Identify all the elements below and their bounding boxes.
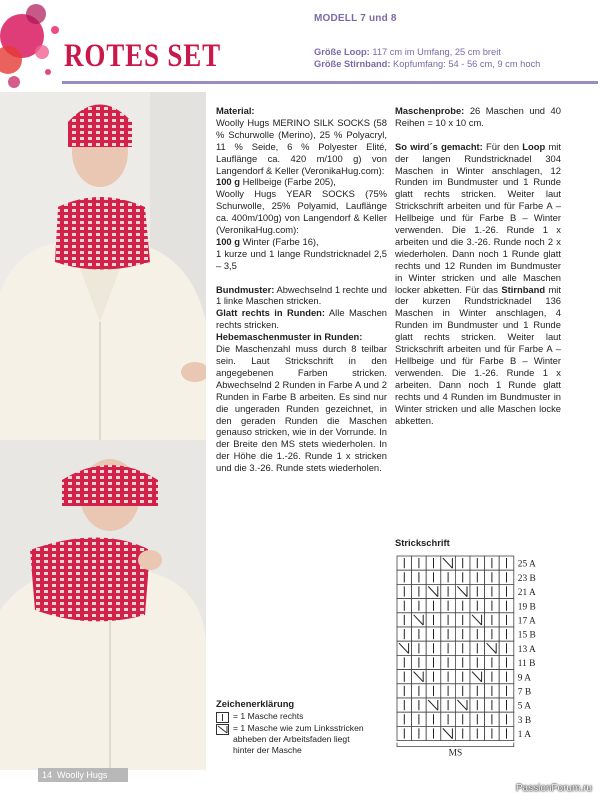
chart-cell-knit: [441, 627, 456, 641]
chart-cell-knit: [426, 570, 441, 584]
glatt-paragraph: [216, 307, 387, 331]
yarn-2-color: Winter (Farbe 16),: [239, 235, 319, 247]
chart-cell-knit: [485, 599, 500, 613]
chart-row-label: 11 B: [517, 659, 536, 670]
chart-cell-knit: [441, 613, 456, 627]
chart-cell-knit: [485, 655, 500, 669]
instructions-text-c: mit der kurzen Rundstricknadel 136 Maschen in Winter anschlagen, 4 Runden im Bundmuster und 1 Runde glatt rechts stricken. Weiter laut Strickschrift arbeiten und für Farbe A – Hellbeige und für Farbe B – Winter verwenden. Die 1.-26. Runde 1 x arbeiten. Dann noch 1 Runde glatt rechts und 4 Runden im Bundmuster in Winter stricken und alle Maschen locke abketten.: [395, 283, 561, 426]
chart-cell-slip: [441, 556, 456, 570]
chart-cell-knit: [412, 599, 427, 613]
chart-cell-knit: [412, 698, 427, 712]
chart-cell-knit: [499, 712, 514, 726]
knitting-chart: [395, 550, 555, 758]
chart-cell-knit: [499, 670, 514, 684]
chart-cell-knit: [485, 712, 500, 726]
bundmuster-label: Bundmuster:: [216, 283, 275, 295]
material-heading: Material:: [216, 105, 255, 116]
chart-cell-knit: [397, 655, 412, 669]
model-number: MODELL 7 und 8: [314, 13, 397, 24]
chart-cell-knit: [397, 613, 412, 627]
chart-cell-knit: [485, 726, 500, 740]
chart-cell-knit: [426, 613, 441, 627]
chart-cell-knit: [397, 584, 412, 598]
chart-cell-knit: [455, 613, 470, 627]
chart-cell-knit: [499, 599, 514, 613]
chart-cell-knit: [397, 698, 412, 712]
page-title: ROTES SET: [64, 38, 222, 74]
chart-cell-knit: [455, 655, 470, 669]
chart-cell-knit: [499, 570, 514, 584]
chart-title: Strickschrift: [395, 537, 450, 548]
chart-cell-knit: [485, 570, 500, 584]
chart-row-label: 15 B: [517, 630, 536, 641]
loop-word: Loop: [522, 140, 546, 152]
chart-cell-knit: [455, 712, 470, 726]
footer-brand: Woolly Hugs: [57, 770, 108, 780]
chart-cell-slip: [455, 698, 470, 712]
chart-cell-slip: [455, 584, 470, 598]
chart-cell-knit: [412, 712, 427, 726]
chart-cell-knit: [470, 684, 485, 698]
chart-cell-knit: [470, 599, 485, 613]
chart-cell-knit: [499, 584, 514, 598]
page-header: [0, 0, 600, 92]
chart-cell-knit: [485, 613, 500, 627]
hebemaschen-label: Hebemaschenmuster in Runden:: [216, 331, 363, 343]
knit-stitch-icon: [216, 712, 229, 723]
chart-cell-knit: [441, 684, 456, 698]
chart-cell-knit: [485, 698, 500, 712]
chart-cell-knit: [397, 599, 412, 613]
yarn-2-amount: 100 g: [216, 235, 240, 247]
gauge-label: Maschenprobe:: [395, 105, 465, 116]
chart-cell-knit: [426, 556, 441, 570]
chart-cell-knit: [426, 670, 441, 684]
chart-row-label: 3 B: [517, 715, 532, 726]
chart-cell-knit: [499, 556, 514, 570]
chart-cell-knit: [441, 698, 456, 712]
chart-row-label: 25 A: [517, 559, 536, 570]
chart-cell-knit: [470, 655, 485, 669]
chart-cell-slip: [397, 641, 412, 655]
chart-row-label: 13 A: [517, 644, 536, 655]
size-info: [314, 47, 540, 70]
text-column-left: [216, 105, 387, 474]
chart-cell-slip: [441, 726, 456, 740]
legend: [216, 698, 365, 756]
chart-cell-slip: [412, 613, 427, 627]
chart-cell-knit: [426, 599, 441, 613]
chart-cell-knit: [455, 570, 470, 584]
instructions-text-b: mit der langen Rundstricknadel 304 Maschen in Winter anschlagen, 12 Runden im Bundmuster und 1 Runde glatt rechts stricken. Weiter laut Strickschrift arbeiten und für Farbe A – Hellbeige und für Farbe B – Winter verwenden. Die 1.-26. Runde 1 x arbeiten und die 3.-26. Runde noch 2 x wiederholen. Dann noch 1 Runde glatt rechts und 12 Runden im Bundmuster in Winter stricken und alle Maschen locker abketten. Für das: [395, 140, 561, 295]
chart-cell-knit: [426, 712, 441, 726]
chart-cell-knit: [470, 627, 485, 641]
chart-cell-knit: [499, 698, 514, 712]
text-column-right: [395, 105, 561, 426]
chart-cell-knit: [412, 684, 427, 698]
chart-cell-knit: [470, 570, 485, 584]
chart-row-label: 23 B: [517, 573, 536, 584]
band-size-label: Größe Stirnband:: [314, 58, 391, 69]
legend-slip-text: = 1 Masche wie zum Linksstricken abheben der Arbeitsfaden liegt hinter der Masche: [233, 723, 364, 755]
chart-cell-knit: [412, 641, 427, 655]
yarn-1-description: Woolly Hugs MERINO SILK SOCKS (58 % Schurwolle (Merino), 25 % Polyacryl, 11 % Seide, 6 % Polyester Elité, Lauflänge ca. 420 m/100 g) von Langendorf & Keller (VeronikaHug.com):: [216, 116, 387, 176]
chart-cell-knit: [397, 684, 412, 698]
chart-cell-knit: [455, 641, 470, 655]
chart-cell-knit: [441, 584, 456, 598]
chart-row-label: 9 A: [517, 673, 532, 684]
chart-cell-knit: [499, 684, 514, 698]
chart-cell-knit: [426, 641, 441, 655]
page-footer: [38, 768, 128, 782]
chart-cell-slip: [470, 613, 485, 627]
glatt-label: Glatt rechts in Runden:: [216, 307, 326, 319]
chart-cell-knit: [397, 726, 412, 740]
legend-row-knit: [216, 711, 365, 723]
chart-row-label: 19 B: [517, 602, 536, 613]
chart-cell-knit: [455, 627, 470, 641]
chart-cell-knit: [412, 556, 427, 570]
chart-cell-knit: [485, 627, 500, 641]
stirnband-word: Stirnband: [501, 283, 546, 295]
loop-size-value: 117 cm im Umfang, 25 cm breit: [369, 47, 501, 57]
legend-knit-text: = 1 Masche rechts: [233, 711, 304, 721]
watercolor-splash-icon: [0, 0, 70, 92]
page-number: 14: [42, 770, 53, 780]
bundmuster-paragraph: [216, 284, 387, 308]
chart-cell-knit: [470, 556, 485, 570]
gauge-paragraph: [395, 105, 561, 129]
legend-row-slip: [216, 723, 365, 756]
chart-row-label: 17 A: [517, 616, 536, 627]
photo-model-top: [0, 92, 206, 440]
chart-cell-knit: [499, 655, 514, 669]
hebemaschen-paragraph: [216, 331, 387, 474]
material-section: [216, 105, 387, 272]
chart-cell-knit: [499, 627, 514, 641]
chart-cell-knit: [441, 712, 456, 726]
chart-cell-knit: [485, 556, 500, 570]
glatt-text: Alle Maschen rechts stricken.: [216, 307, 387, 331]
needle-info: 1 kurze und 1 lange Rundstricknadel 2,5 – 3,5: [216, 247, 387, 271]
photo-model-bottom: [0, 440, 206, 770]
bundmuster-text: Abwechselnd 1 rechte und 1 linke Maschen stricken.: [216, 283, 387, 307]
chart-cell-knit: [412, 584, 427, 598]
chart-cell-knit: [397, 712, 412, 726]
chart-cell-knit: [499, 641, 514, 655]
chart-cell-slip: [426, 698, 441, 712]
chart-cell-slip: [412, 670, 427, 684]
chart-cell-knit: [441, 570, 456, 584]
chart-cell-knit: [470, 726, 485, 740]
chart-cell-knit: [485, 670, 500, 684]
chart-cell-knit: [455, 684, 470, 698]
chart-cell-knit: [470, 641, 485, 655]
chart-cell-slip: [485, 641, 500, 655]
chart-cell-knit: [441, 599, 456, 613]
chart-cell-knit: [470, 698, 485, 712]
gauge-text: 26 Maschen und 40 Reihen = 10 x 10 cm.: [395, 105, 561, 128]
chart-row-label: 7 B: [517, 687, 532, 698]
chart-cell-knit: [426, 726, 441, 740]
yarn-2-description: Woolly Hugs YEAR SOCKS (75% Schurwolle, 25% Polyamid, Lauflänge ca. 400m/100g) von Langendorf & Keller (VeronikaHug.com):: [216, 188, 387, 236]
chart-cell-knit: [470, 584, 485, 598]
yarn-1-amount: 100 g: [216, 176, 240, 188]
chart-cell-knit: [412, 627, 427, 641]
header-rule: [62, 81, 598, 84]
chart-cell-knit: [412, 655, 427, 669]
chart-cell-knit: [485, 684, 500, 698]
chart-cell-knit: [455, 670, 470, 684]
chart-cell-knit: [455, 599, 470, 613]
hebemaschen-text: Die Maschenzahl muss durch 8 teilbar sein. Laut Strickschrift in den angegebenen Farben stricken. Abwechselnd 2 Runden in Farbe A und 2 Runden in Farbe B arbeiten. Es sind nur die ungeraden Runden gezeichnet, in den geraden Runden die Maschen genauso stricken, wie in der Vorrunde. In der Breite den MS stets wiederholen. In der Höhe die 1.-26. Runde 1 x stricken und die 3.-26. Runde stets wiederholen.: [216, 343, 387, 474]
chart-row-label: 1 A: [517, 730, 532, 741]
watermark: PassionForum.ru: [515, 783, 592, 794]
chart-cell-knit: [397, 570, 412, 584]
chart-cell-knit: [455, 726, 470, 740]
chart-cell-knit: [397, 627, 412, 641]
chart-cell-knit: [441, 655, 456, 669]
repeat-bracket: [397, 743, 514, 747]
chart-cell-knit: [397, 556, 412, 570]
chart-cell-knit: [470, 712, 485, 726]
instructions-paragraph: [395, 141, 561, 427]
chart-cell-knit: [412, 570, 427, 584]
slip-stitch-icon: [216, 724, 229, 735]
chart-cell-knit: [426, 684, 441, 698]
chart-cell-knit: [412, 726, 427, 740]
chart-cell-slip: [470, 670, 485, 684]
band-size-value: Kopfumfang: 54 - 56 cm, 9 cm hoch: [390, 58, 541, 69]
repeat-label: MS: [448, 748, 463, 758]
chart-cell-knit: [441, 641, 456, 655]
legend-title: Zeichenerklärung: [216, 698, 295, 709]
chart-cell-knit: [485, 584, 500, 598]
instructions-text-a: Für den: [482, 140, 523, 152]
loop-size-label: Größe Loop:: [314, 47, 370, 57]
instructions-heading: So wird´s gemacht:: [395, 140, 483, 152]
chart-cell-knit: [426, 655, 441, 669]
chart-cell-knit: [499, 613, 514, 627]
chart-cell-knit: [426, 627, 441, 641]
chart-row-label: 21 A: [517, 588, 536, 599]
chart-row-label: 5 A: [517, 701, 532, 712]
chart-cell-knit: [499, 726, 514, 740]
chart-cell-slip: [426, 584, 441, 598]
chart-cell-knit: [441, 670, 456, 684]
chart-cell-knit: [455, 556, 470, 570]
yarn-1-color: Hellbeige (Farbe 205),: [239, 176, 336, 188]
chart-cell-knit: [397, 670, 412, 684]
